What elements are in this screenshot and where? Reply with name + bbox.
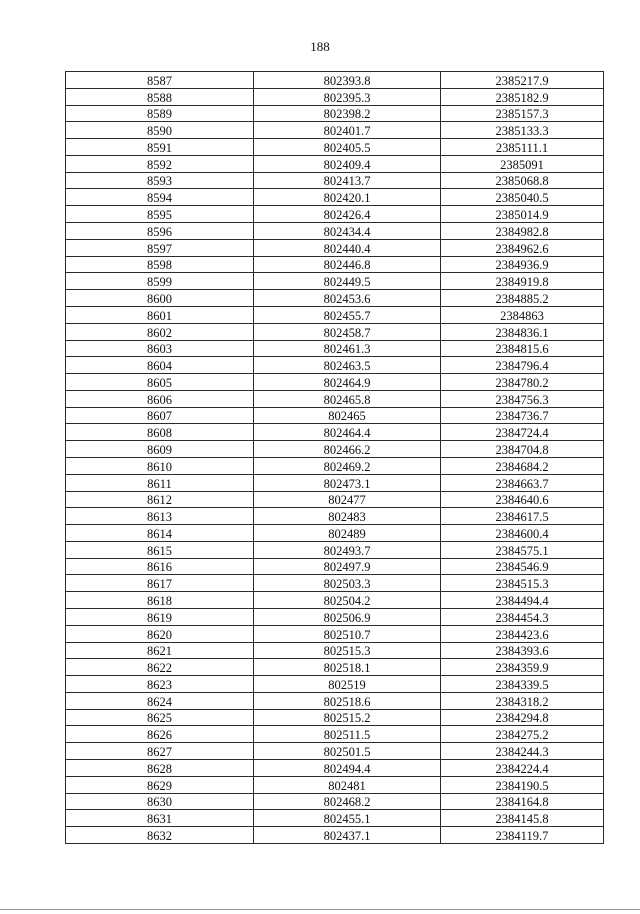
table-cell-x: 802449.5 bbox=[254, 273, 441, 290]
table-row bbox=[66, 793, 604, 810]
table-cell-y: 2384756.3 bbox=[441, 390, 604, 407]
table-cell-point: 8590 bbox=[66, 122, 254, 139]
table-cell-point: 8602 bbox=[66, 323, 254, 340]
table-cell-y: 2384359.9 bbox=[441, 659, 604, 676]
table-cell-x: 802468.2 bbox=[254, 793, 441, 810]
table-row bbox=[66, 827, 604, 844]
table-cell-point: 8624 bbox=[66, 692, 254, 709]
table-cell-y: 2384393.6 bbox=[441, 642, 604, 659]
table-row bbox=[66, 659, 604, 676]
table-cell-x: 802461.3 bbox=[254, 340, 441, 357]
table-cell-x: 802420.1 bbox=[254, 189, 441, 206]
table-cell-x: 802426.4 bbox=[254, 206, 441, 223]
table-cell-point: 8587 bbox=[66, 72, 254, 89]
table-row bbox=[66, 273, 604, 290]
table-cell-point: 8632 bbox=[66, 827, 254, 844]
table-cell-y: 2384145.8 bbox=[441, 810, 604, 827]
table-cell-y: 2384190.5 bbox=[441, 776, 604, 793]
table-cell-point: 8596 bbox=[66, 223, 254, 240]
table-row bbox=[66, 239, 604, 256]
table-cell-x: 802477 bbox=[254, 491, 441, 508]
table-cell-y: 2384119.7 bbox=[441, 827, 604, 844]
table-cell-x: 802518.6 bbox=[254, 692, 441, 709]
table-cell-y: 2385157.3 bbox=[441, 105, 604, 122]
table-cell-x: 802501.5 bbox=[254, 743, 441, 760]
table-cell-x: 802506.9 bbox=[254, 609, 441, 626]
table-cell-y: 2384919.8 bbox=[441, 273, 604, 290]
table-cell-x: 802465.8 bbox=[254, 390, 441, 407]
table-cell-x: 802395.3 bbox=[254, 88, 441, 105]
table-cell-y: 2384454.3 bbox=[441, 609, 604, 626]
table-cell-point: 8626 bbox=[66, 726, 254, 743]
table-cell-point: 8604 bbox=[66, 357, 254, 374]
table-row bbox=[66, 625, 604, 642]
table-cell-point: 8622 bbox=[66, 659, 254, 676]
table-row bbox=[66, 726, 604, 743]
table-row bbox=[66, 692, 604, 709]
table-cell-x: 802503.3 bbox=[254, 575, 441, 592]
table-cell-x: 802515.3 bbox=[254, 642, 441, 659]
table-row bbox=[66, 491, 604, 508]
table-cell-y: 2385111.1 bbox=[441, 139, 604, 156]
table-cell-y: 2384982.8 bbox=[441, 223, 604, 240]
table-cell-x: 802466.2 bbox=[254, 441, 441, 458]
table-cell-y: 2384164.8 bbox=[441, 793, 604, 810]
table-cell-point: 8591 bbox=[66, 139, 254, 156]
table-cell-point: 8589 bbox=[66, 105, 254, 122]
table-cell-point: 8598 bbox=[66, 256, 254, 273]
table-row bbox=[66, 743, 604, 760]
table-row bbox=[66, 407, 604, 424]
table-cell-point: 8628 bbox=[66, 760, 254, 777]
table-cell-y: 2384684.2 bbox=[441, 457, 604, 474]
table-cell-point: 8601 bbox=[66, 306, 254, 323]
table-cell-x: 802489 bbox=[254, 525, 441, 542]
table-cell-point: 8613 bbox=[66, 508, 254, 525]
table-cell-y: 2385068.8 bbox=[441, 172, 604, 189]
table-cell-y: 2384600.4 bbox=[441, 525, 604, 542]
table-row bbox=[66, 609, 604, 626]
table-cell-x: 802510.7 bbox=[254, 625, 441, 642]
table-cell-y: 2385014.9 bbox=[441, 206, 604, 223]
table-cell-y: 2384736.7 bbox=[441, 407, 604, 424]
table-cell-y: 2385040.5 bbox=[441, 189, 604, 206]
table-cell-y: 2384815.6 bbox=[441, 340, 604, 357]
table-cell-y: 2384724.4 bbox=[441, 424, 604, 441]
table-cell-point: 8592 bbox=[66, 155, 254, 172]
table-cell-point: 8606 bbox=[66, 390, 254, 407]
table-cell-point: 8619 bbox=[66, 609, 254, 626]
page-number: 188 bbox=[310, 39, 330, 54]
table-row bbox=[66, 676, 604, 693]
table-cell-point: 8629 bbox=[66, 776, 254, 793]
table-cell-point: 8594 bbox=[66, 189, 254, 206]
table-cell-y: 2384318.2 bbox=[441, 692, 604, 709]
table-cell-y: 2384936.9 bbox=[441, 256, 604, 273]
table-cell-y: 2384575.1 bbox=[441, 541, 604, 558]
table-cell-x: 802511.5 bbox=[254, 726, 441, 743]
table-row bbox=[66, 306, 604, 323]
table-cell-x: 802464.4 bbox=[254, 424, 441, 441]
table-cell-x: 802464.9 bbox=[254, 374, 441, 391]
table-row bbox=[66, 541, 604, 558]
table-cell-x: 802409.4 bbox=[254, 155, 441, 172]
table-cell-x: 802494.4 bbox=[254, 760, 441, 777]
table-cell-point: 8611 bbox=[66, 474, 254, 491]
table-cell-y: 2384423.6 bbox=[441, 625, 604, 642]
table-cell-x: 802493.7 bbox=[254, 541, 441, 558]
table-cell-x: 802519 bbox=[254, 676, 441, 693]
table-cell-x: 802398.2 bbox=[254, 105, 441, 122]
table-row bbox=[66, 122, 604, 139]
table-cell-y: 2384294.8 bbox=[441, 709, 604, 726]
table-cell-x: 802434.4 bbox=[254, 223, 441, 240]
table-cell-point: 8588 bbox=[66, 88, 254, 105]
table-cell-x: 802481 bbox=[254, 776, 441, 793]
table-cell-y: 2385091 bbox=[441, 155, 604, 172]
table-cell-x: 802465 bbox=[254, 407, 441, 424]
table-cell-point: 8609 bbox=[66, 441, 254, 458]
table-cell-y: 2384546.9 bbox=[441, 558, 604, 575]
table-cell-point: 8610 bbox=[66, 457, 254, 474]
table-cell-y: 2384663.7 bbox=[441, 474, 604, 491]
table-cell-y: 2384885.2 bbox=[441, 290, 604, 307]
table-cell-x: 802469.2 bbox=[254, 457, 441, 474]
table-row bbox=[66, 592, 604, 609]
table-cell-y: 2384962.6 bbox=[441, 239, 604, 256]
table-cell-point: 8605 bbox=[66, 374, 254, 391]
table-cell-x: 802458.7 bbox=[254, 323, 441, 340]
table-cell-x: 802483 bbox=[254, 508, 441, 525]
table-row bbox=[66, 139, 604, 156]
table-row bbox=[66, 189, 604, 206]
table-cell-point: 8595 bbox=[66, 206, 254, 223]
table-cell-x: 802497.9 bbox=[254, 558, 441, 575]
table-cell-point: 8623 bbox=[66, 676, 254, 693]
table-cell-point: 8627 bbox=[66, 743, 254, 760]
table-row bbox=[66, 457, 604, 474]
table-row bbox=[66, 760, 604, 777]
table-cell-point: 8597 bbox=[66, 239, 254, 256]
table-cell-y: 2385133.3 bbox=[441, 122, 604, 139]
table-cell-y: 2384780.2 bbox=[441, 374, 604, 391]
table-cell-point: 8614 bbox=[66, 525, 254, 542]
table-cell-point: 8593 bbox=[66, 172, 254, 189]
table-row bbox=[66, 223, 604, 240]
table-cell-y: 2384244.3 bbox=[441, 743, 604, 760]
table-cell-x: 802446.8 bbox=[254, 256, 441, 273]
page-bottom-rule bbox=[0, 909, 640, 910]
table-cell-point: 8607 bbox=[66, 407, 254, 424]
table-cell-y: 2385182.9 bbox=[441, 88, 604, 105]
table-cell-x: 802440.4 bbox=[254, 239, 441, 256]
table-cell-point: 8617 bbox=[66, 575, 254, 592]
table-cell-y: 2384224.4 bbox=[441, 760, 604, 777]
table-cell-point: 8618 bbox=[66, 592, 254, 609]
table-cell-x: 802515.2 bbox=[254, 709, 441, 726]
table-row bbox=[66, 155, 604, 172]
table-cell-x: 802518.1 bbox=[254, 659, 441, 676]
table-row bbox=[66, 474, 604, 491]
table-cell-point: 8631 bbox=[66, 810, 254, 827]
table-cell-y: 2384494.4 bbox=[441, 592, 604, 609]
table-cell-x: 802455.1 bbox=[254, 810, 441, 827]
table-row bbox=[66, 441, 604, 458]
table-row bbox=[66, 206, 604, 223]
table-cell-y: 2384275.2 bbox=[441, 726, 604, 743]
table-cell-y: 2384796.4 bbox=[441, 357, 604, 374]
coordinates-table bbox=[65, 71, 604, 844]
table-cell-point: 8615 bbox=[66, 541, 254, 558]
table-row bbox=[66, 558, 604, 575]
table-row bbox=[66, 709, 604, 726]
table-cell-y: 2384704.8 bbox=[441, 441, 604, 458]
table-cell-y: 2384515.3 bbox=[441, 575, 604, 592]
table-row bbox=[66, 424, 604, 441]
table-row bbox=[66, 374, 604, 391]
table-row bbox=[66, 776, 604, 793]
table-row bbox=[66, 105, 604, 122]
table-row bbox=[66, 340, 604, 357]
table-cell-x: 802413.7 bbox=[254, 172, 441, 189]
table-cell-x: 802504.2 bbox=[254, 592, 441, 609]
table-row bbox=[66, 88, 604, 105]
table-cell-y: 2384640.6 bbox=[441, 491, 604, 508]
table-cell-y: 2384863 bbox=[441, 306, 604, 323]
table-row bbox=[66, 390, 604, 407]
table-cell-point: 8620 bbox=[66, 625, 254, 642]
table-cell-y: 2384836.1 bbox=[441, 323, 604, 340]
table-cell-point: 8603 bbox=[66, 340, 254, 357]
table-row bbox=[66, 290, 604, 307]
table-cell-x: 802473.1 bbox=[254, 474, 441, 491]
table-cell-x: 802401.7 bbox=[254, 122, 441, 139]
table-cell-point: 8625 bbox=[66, 709, 254, 726]
table-cell-x: 802393.8 bbox=[254, 72, 441, 89]
table-row bbox=[66, 810, 604, 827]
table-cell-point: 8608 bbox=[66, 424, 254, 441]
table-row bbox=[66, 172, 604, 189]
table-cell-y: 2384339.5 bbox=[441, 676, 604, 693]
table-cell-x: 802455.7 bbox=[254, 306, 441, 323]
table-row bbox=[66, 575, 604, 592]
table-cell-point: 8599 bbox=[66, 273, 254, 290]
table-cell-point: 8621 bbox=[66, 642, 254, 659]
table-cell-x: 802453.6 bbox=[254, 290, 441, 307]
table-cell-y: 2384617.5 bbox=[441, 508, 604, 525]
table-cell-point: 8612 bbox=[66, 491, 254, 508]
table-row bbox=[66, 323, 604, 340]
table-cell-y: 2385217.9 bbox=[441, 72, 604, 89]
table-row bbox=[66, 357, 604, 374]
table-cell-x: 802405.5 bbox=[254, 139, 441, 156]
table-cell-x: 802463.5 bbox=[254, 357, 441, 374]
table-cell-point: 8630 bbox=[66, 793, 254, 810]
table-row bbox=[66, 508, 604, 525]
table-cell-point: 8600 bbox=[66, 290, 254, 307]
table-row bbox=[66, 525, 604, 542]
table-row bbox=[66, 72, 604, 89]
table-row bbox=[66, 256, 604, 273]
table-cell-point: 8616 bbox=[66, 558, 254, 575]
table-row bbox=[66, 642, 604, 659]
coordinates-table-body bbox=[66, 72, 604, 844]
table-cell-x: 802437.1 bbox=[254, 827, 441, 844]
